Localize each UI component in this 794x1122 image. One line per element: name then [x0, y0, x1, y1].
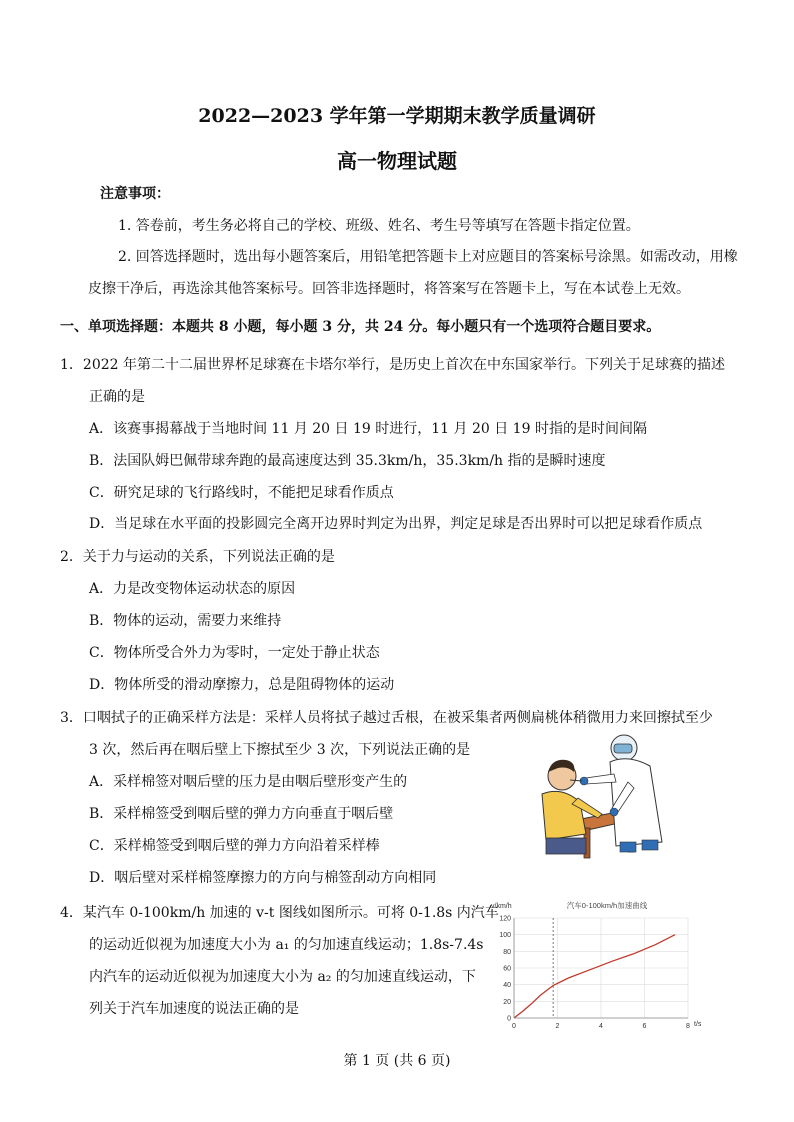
- x-tick-label: 8: [686, 1023, 690, 1030]
- page-footer: 第 1 页 (共 6 页): [343, 1053, 451, 1069]
- y-axis-label: v/km/h: [491, 903, 512, 910]
- q3-stem-cont: 3 次，然后再在咽后壁上下擦拭至少 3 次，下列说法正确的是: [89, 742, 471, 758]
- x-tick-label: 4: [599, 1023, 603, 1030]
- q3-stem: 3．口咽拭子的正确采样方法是：采样人员将拭子越过舌根，在被采集者两侧扁桃体稍微用力来回擦拭至少: [60, 710, 713, 726]
- q2-stem: 2．关于力与运动的关系，下列说法正确的是: [60, 549, 335, 565]
- y-tick-label: 0: [507, 1015, 511, 1023]
- q1-option-b: B．法国队姆巴佩带球奔跑的最高速度达到 35.3km/h，35.3km/h 指的是瞬时速度: [89, 453, 606, 469]
- q3-option-a: A．采样棉签对咽后壁的压力是由咽后壁形变产生的: [89, 774, 408, 790]
- q3-option-d: D．咽后壁对采样棉签摩擦力的方向与棉签刮动方向相同: [89, 870, 437, 886]
- q1-option-d: D．当足球在水平面的投影圆完全离开边界时判定为出界，判定足球是否出界时可以把足球看作质点: [89, 516, 703, 532]
- x-tick-label: 2: [555, 1023, 560, 1030]
- y-tick-label: 20: [503, 998, 511, 1006]
- y-tick-label: 80: [503, 948, 511, 956]
- q1-option-c: C．研究足球的飞行路线时，不能把足球看作质点: [89, 485, 394, 501]
- chart-grid: [514, 918, 688, 1018]
- x-tick-label: 0: [512, 1023, 516, 1030]
- exam-subtitle: 高一物理试题: [337, 149, 457, 173]
- section-heading: 一、单项选择题：本题共 8 小题，每小题 3 分，共 24 分。每小题只有一个选项符合题目要求。: [60, 319, 661, 335]
- y-tick-label: 60: [503, 965, 511, 973]
- q2-option-b: B．物体的运动，需要力来维持: [89, 613, 282, 629]
- y-tick-label: 120: [499, 915, 511, 923]
- notice-heading: 注意事项：: [100, 186, 170, 202]
- q4-stem-line-1: 4．某汽车 0-100km/h 加速的 v-t 图线如图所示。可将 0-1.8s 内汽车: [60, 905, 499, 921]
- q4-stem-line-2: 的运动近似视为加速度大小为 a₁ 的匀加速直线运动；1.8s-7.4s: [89, 937, 484, 953]
- swab-sampling-illustration: [510, 722, 690, 862]
- q2-option-a: A．力是改变物体运动状态的原因: [89, 581, 296, 597]
- vt-chart: [490, 898, 715, 1033]
- y-tick-label: 40: [503, 982, 511, 990]
- y-tick-label: 100: [499, 932, 511, 940]
- q4-stem-line-3: 内汽车的运动近似视为加速度大小为 a₂ 的匀加速直线运动，下: [89, 969, 476, 985]
- q3-option-c: C．采样棉签受到咽后壁的弹力方向沿着采样棒: [89, 838, 380, 854]
- x-tick-labels: [512, 1023, 690, 1030]
- notice-item-1: 1. 答卷前，考生务必将自己的学校、班级、姓名、考生号等填写在答题卡指定位置。: [118, 218, 640, 234]
- q2-option-d: D．物体所受的滑动摩擦力，总是阻碍物体的运动: [89, 677, 395, 693]
- x-tick-label: 6: [642, 1023, 647, 1030]
- chart-title: 汽车0-100km/h加速曲线: [566, 901, 648, 910]
- notice-item-2b: 皮擦干净后，再选涂其他答案标号。回答非选择题时，将答案写在答题卡上，写在本试卷上无效。: [88, 281, 690, 297]
- series-line: [514, 935, 675, 1018]
- y-tick-labels: [499, 916, 511, 1023]
- q2-option-c: C．物体所受合外力为零时，一定处于静止状态: [89, 645, 380, 661]
- q3-option-b: B．采样棉签受到咽后壁的弹力方向垂直于咽后壁: [89, 806, 394, 822]
- exam-title: 2022—2023 学年第一学期期末教学质量调研: [198, 105, 596, 127]
- q1-stem-cont: 正确的是: [89, 389, 145, 405]
- x-axis-label: t/s: [694, 1021, 702, 1028]
- notice-item-2a: 2. 回答选择题时，选出每小题答案后，用铅笔把答题卡上对应题目的答案标号涂黑。如需改动，用橡: [118, 249, 738, 265]
- q1-option-a: A．该赛事揭幕战于当地时间 11 月 20 日 19 时进行，11 月 20 日 19 时指的是时间间隔: [89, 421, 647, 437]
- q1-stem: 1．2022 年第二十二届世界杯足球赛在卡塔尔举行，是历史上首次在中东国家举行。下列关于足球赛的描述: [60, 357, 725, 373]
- q4-stem-line-4: 列关于汽车加速度的说法正确的是: [89, 1001, 299, 1017]
